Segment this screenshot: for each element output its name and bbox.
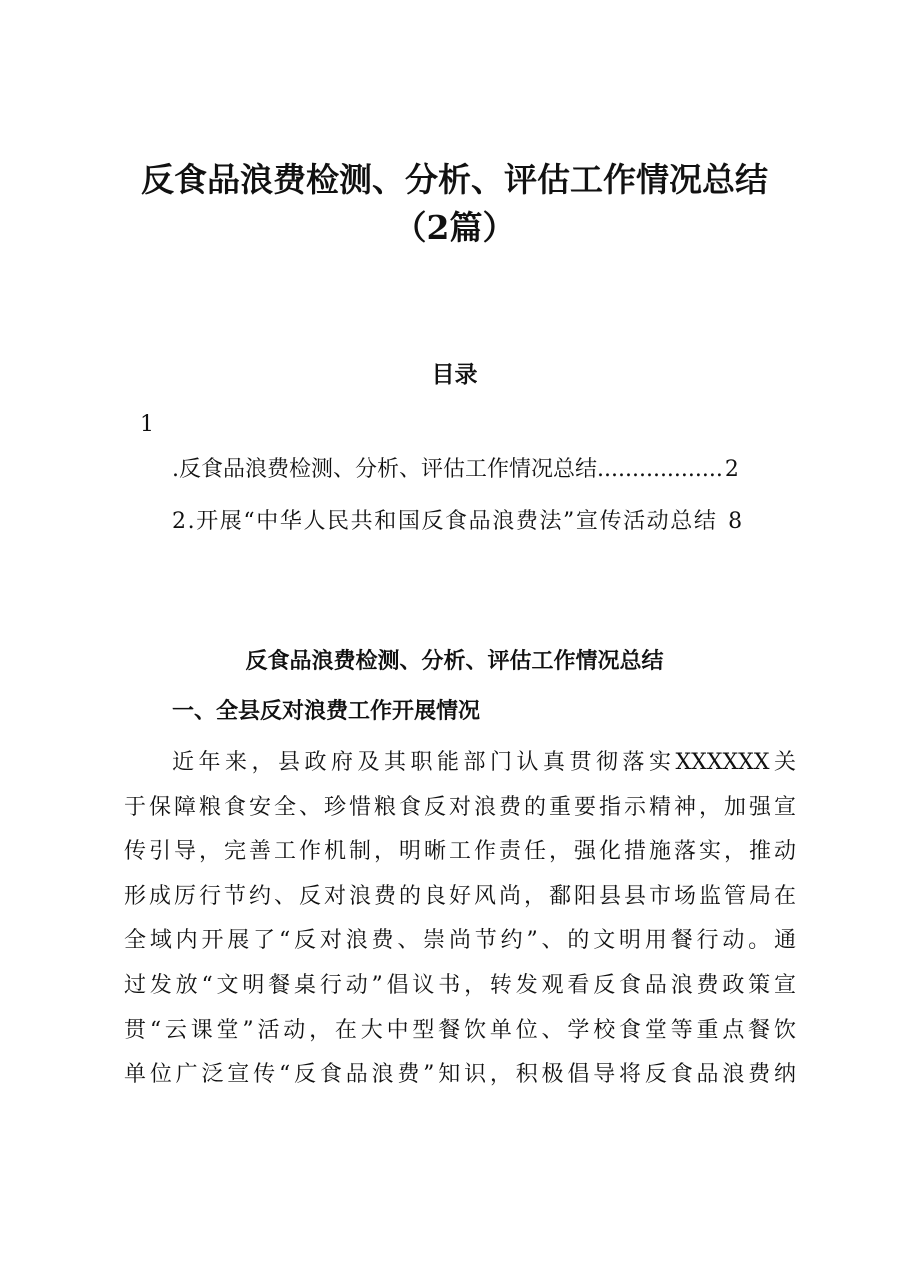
paragraph-line: 近年来，县政府及其职能部门认真贯彻落实XXXXXX关 [172,750,796,775]
toc-orphan-number: 1 [140,412,154,437]
paragraph-line: 传引导，完善工作机制，明晰工作责任，强化措施落实，推动 [124,839,796,865]
paragraph-line: 过发放“文明餐桌行动”倡议书，转发观看反食品浪费政策宣 [124,972,796,998]
toc-entry-1[interactable] [172,455,739,485]
document-title-line-1: 反食品浪费检测、分析、评估工作情况总结 [141,160,768,199]
toc-entry-text: .反食品浪费检测、分析、评估工作情况总结 [172,457,597,482]
toc-entry-page: 2 [724,457,739,482]
toc-heading: 目录 [431,361,478,388]
body-paragraph [124,741,796,1098]
paragraph-line: 全域内开展了“反对浪费、崇尚节约”、的文明用餐行动。通 [124,928,796,954]
paragraph-line: 形成厉行节约、反对浪费的良好风尚，鄱阳县县市场监管局在 [124,883,796,909]
paragraph-line: 于保障粮食安全、珍惜粮食反对浪费的重要指示精神，加强宣 [124,794,796,820]
document-title-line-2: （2篇） [393,208,516,247]
toc-entry-page: 8 [728,509,744,534]
paragraph-line: 单位广泛宣传“反食品浪费”知识，积极倡导将反食品浪费纳 [124,1062,796,1088]
section-title: 反食品浪费检测、分析、评估工作情况总结 [245,648,664,674]
toc-entry-text: 2.开展“中华人民共和国反食品浪费法”宣传活动总结 [172,509,718,534]
paragraph-line: 贯“云课堂”活动，在大中型餐饮单位、学校食堂等重点餐饮 [124,1017,796,1043]
section-subheading: 一、全县反对浪费工作开展情况 [172,699,481,724]
toc-entry-leader: .................. [597,457,723,482]
toc-entry-2[interactable] [172,507,744,537]
